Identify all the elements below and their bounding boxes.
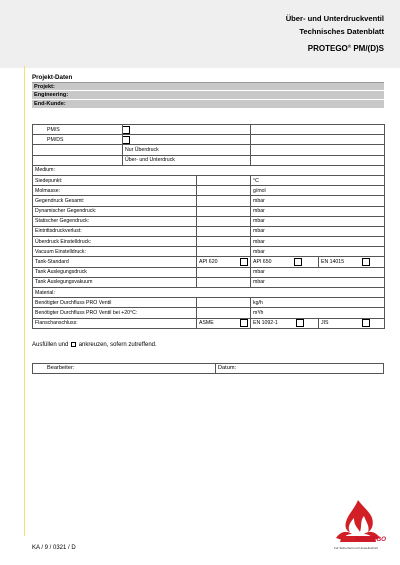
unit-mbar: mbar [251,226,385,236]
bearbeiter-field[interactable]: Bearbeiter: [33,364,216,373]
table-row [33,216,385,226]
product-brand: PROTEGO [307,44,348,53]
unit-kgh: kg/h [251,298,385,308]
pmds-checkbox[interactable] [123,136,131,144]
nur-ueberdruck-label [123,145,251,155]
api650-checkbox[interactable] [294,258,302,266]
vakuum-einstell-label: Vacuum Einstelldruck: [33,247,197,257]
siedepunkt-label: Siedepunkt: [33,175,197,185]
logo-wordmark: PROTEGO [355,536,386,543]
medium-label[interactable]: Medium: [33,165,385,175]
gegendruck-gesamt-value[interactable] [197,196,251,206]
margin-line [24,66,25,536]
gegendruck-gesamt-label: Gegendruck Gesamt: [33,196,197,206]
asme-label: ASME [199,320,214,327]
pms-label: PM/S [33,125,123,135]
engineering-row[interactable]: Engineering: [32,91,384,100]
nur-ueberdruck-text: Nur Überdruck [125,146,159,153]
unit-mbar: mbar [251,247,385,257]
table-row [33,186,385,196]
flansch-label: Flanschanschluss: [33,318,197,328]
dyn-gegendruck-value[interactable] [197,206,251,216]
tank-ausl-druck-label: Tank Auslegungsdruck [33,267,197,277]
pms-value[interactable] [251,125,385,135]
unit-mbar: mbar [251,206,385,216]
tank-ausl-vakuum-label: Tank Auslegungsvakuum [33,277,197,287]
ueber-unter-label [123,155,251,165]
note-before: Ausfüllen und [32,342,69,348]
jis-label: JIS [321,320,329,327]
molmasse-unit: g/mol [251,186,385,196]
durchfluss-label: Benötigter Durchfluss PRO Ventil [33,298,197,308]
pmds-label: PM/DS [33,135,123,145]
siedepunkt-value[interactable] [197,175,251,185]
tank-ausl-vakuum-value[interactable] [197,277,251,287]
table-row [33,237,385,247]
en14015-checkbox[interactable] [362,258,370,266]
doc-title: Über- und Unterdruckventil [285,14,384,23]
unit-m3h: m³/h [251,308,385,318]
flame-icon [336,500,380,540]
unit-mbar: mbar [251,277,385,287]
stat-gegendruck-value[interactable] [197,216,251,226]
project-row[interactable]: Projekt: [32,82,384,91]
table-row [33,165,385,175]
tank-standard-label: Tank-Standard [33,257,197,267]
note-after: ankreuzen, sofern zutreffend. [78,342,157,348]
end-customer-row[interactable]: End-Kunde: [32,100,384,109]
table-row [33,247,385,257]
pmds-value[interactable] [251,135,385,145]
table-row [33,267,385,277]
unit-mbar: mbar [251,267,385,277]
signature-row [32,363,384,374]
material-label[interactable]: Material: [33,288,385,298]
api650-label: API 650 [253,259,272,266]
table-row [33,196,385,206]
spec-table [32,124,385,329]
fill-instruction [32,342,157,348]
stat-gegendruck-label: Statischer Gegendruck: [33,216,197,226]
table-row [33,257,385,267]
eintrittsdruckverlust-label: Eintrittsdruckverlust: [33,226,197,236]
dyn-gegendruck-label: Dynamischer Gegendruck: [33,206,197,216]
tank-ausl-druck-value[interactable] [197,267,251,277]
ueber-unter-text: Über- und Unterdruck [125,157,175,164]
table-row [33,288,385,298]
product-name [308,44,384,53]
datum-field[interactable]: Datum: [218,365,237,371]
logo-tagline: Für Sicherheit und Umweltschutz [334,546,379,550]
en1092-checkbox[interactable] [296,319,304,327]
table-row [33,298,385,308]
molmasse-value[interactable] [197,186,251,196]
table-row [33,308,385,318]
unit-mbar: mbar [251,196,385,206]
checkbox-symbol [71,342,76,347]
pms-checkbox[interactable] [123,126,131,134]
unit-mbar: mbar [251,216,385,226]
asme-checkbox[interactable] [240,319,248,327]
ueberdruck-einstell-label: Überdruck Einstelldruck: [33,237,197,247]
table-row [33,175,385,185]
table-row [33,145,385,155]
durchfluss20-value[interactable] [197,308,251,318]
durchfluss20-label: Benötigter Durchfluss PRO Ventil bei +20°C: [33,308,197,318]
api620-label: API 620 [199,259,218,266]
table-row [33,125,385,135]
product-model: PM/(D)S [351,44,384,53]
table-row [33,155,385,165]
table-row [33,318,385,328]
table-row [33,226,385,236]
project-table [32,82,384,109]
doc-subtitle: Technisches Datenblatt [299,27,384,36]
ueberdruck-einstell-value[interactable] [197,237,251,247]
vakuum-einstell-value[interactable] [197,247,251,257]
siedepunkt-unit: °C [251,175,385,185]
en14015-label: EN 14015 [321,259,345,266]
table-row [33,277,385,287]
project-section-title: Projekt-Daten [32,74,73,81]
registered-mark: ® [347,44,352,49]
en1092-label: EN 1092-1 [253,320,278,327]
unit-mbar: mbar [251,237,385,247]
jis-checkbox[interactable] [362,319,370,327]
durchfluss-value[interactable] [197,298,251,308]
eintrittsdruckverlust-value[interactable] [197,226,251,236]
table-row [33,206,385,216]
document-code: KA / 9 / 0321 / D [32,545,76,551]
table-row [33,135,385,145]
molmasse-label: Molmasse: [33,186,197,196]
api620-checkbox[interactable] [240,258,248,266]
